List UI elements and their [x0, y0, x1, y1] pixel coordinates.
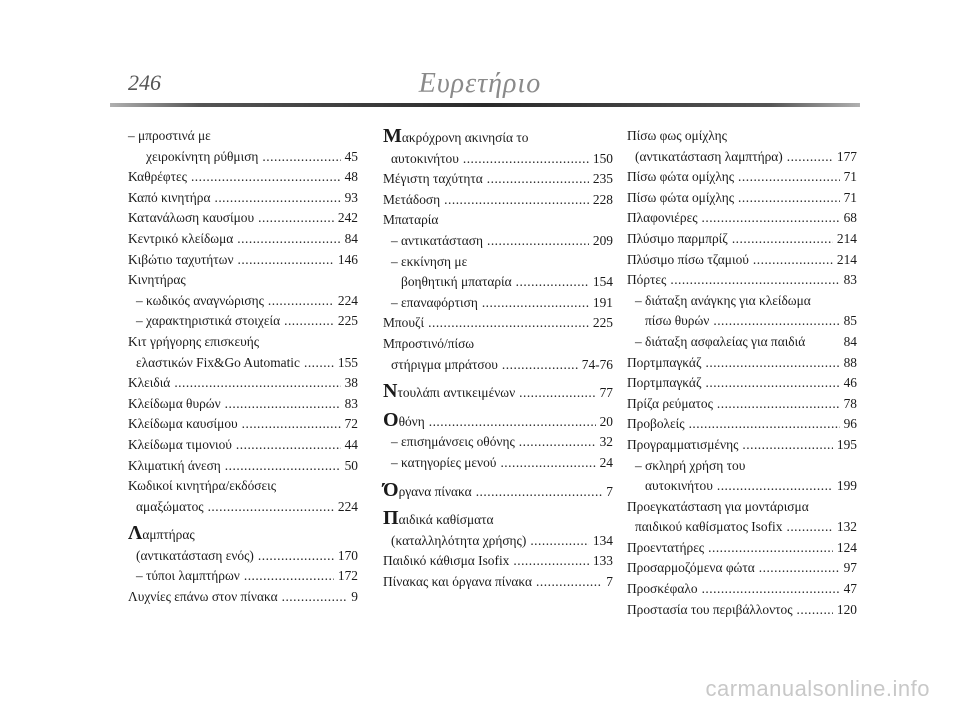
page-ref: 146	[337, 251, 358, 267]
entry-label: – χαρακτηριστικά στοιχεία	[136, 313, 281, 329]
dot-leader	[786, 517, 832, 538]
page-ref: 20	[599, 413, 613, 429]
page-ref: 224	[337, 498, 358, 514]
dot-leader	[717, 476, 833, 497]
page-ref: 132	[836, 519, 857, 535]
entry-text	[383, 508, 494, 531]
entry-label: Πλαφονιέρες	[627, 210, 698, 226]
entry-label: Κατανάλωση καυσίμου	[128, 210, 255, 226]
dot-leader	[238, 250, 334, 271]
page-number: 246	[128, 70, 161, 95]
dot-leader	[208, 497, 334, 518]
dot-leader	[689, 414, 840, 435]
entry-label: – κωδικός αναγνώρισης	[136, 292, 264, 308]
dot-leader	[706, 353, 840, 374]
index-entry	[128, 147, 358, 168]
entry-label: τουλάπι αντικειμένων	[397, 385, 516, 401]
page-ref: 199	[836, 478, 857, 494]
entry-label: – αντικατάσταση	[391, 232, 483, 248]
index-entry	[627, 517, 857, 538]
index-column-1	[128, 126, 358, 608]
dot-leader	[502, 355, 578, 376]
entry-label: Καθρέφτες	[128, 169, 187, 185]
entry-label: Πορτμπαγκάζ	[627, 375, 702, 391]
index-entry	[627, 311, 857, 332]
entry-text	[383, 410, 425, 433]
section-initial: Π	[383, 507, 399, 530]
header-rule	[110, 103, 860, 107]
entry-label: ελαστικών Fix&Go Automatic	[136, 354, 300, 370]
index-entry	[383, 126, 613, 149]
index-entry	[383, 293, 613, 314]
dot-leader	[258, 546, 334, 567]
page-ref: 7	[606, 483, 613, 499]
entry-label: Προγραμματισμένης	[627, 436, 739, 452]
entry-label: βοηθητική μπαταρία	[401, 274, 512, 290]
index-entry	[128, 188, 358, 209]
entry-label: στήριγμα μπράτσου	[391, 356, 498, 372]
entry-label: Προσκέφαλο	[627, 581, 698, 597]
dot-leader	[428, 313, 589, 334]
dot-leader	[702, 208, 840, 229]
page-ref: 235	[592, 171, 613, 187]
entry-label: – επισημάνσεις οθόνης	[391, 434, 515, 450]
entry-label: Πίσω φώτα ομίχλης	[627, 189, 735, 205]
dot-leader	[236, 435, 341, 456]
page-ref: 214	[836, 230, 857, 246]
index-entry	[383, 551, 613, 572]
page-ref: 85	[843, 313, 857, 329]
entry-label: (καταλληλότητα χρήσης)	[391, 532, 527, 548]
index-column-2	[383, 126, 613, 592]
index-entry	[383, 572, 613, 593]
section-initial: Λ	[128, 522, 143, 545]
index-heading: Πίσω φως ομίχλης	[627, 128, 727, 143]
entry-label: παιδικού καθίσματος Isofix	[635, 519, 783, 535]
index-heading: Μπαταρία	[383, 212, 439, 228]
dot-leader	[530, 531, 589, 552]
page-ref: 83	[344, 395, 358, 411]
page-ref: 47	[843, 581, 857, 597]
page-ref: 46	[843, 375, 857, 391]
dot-leader	[214, 188, 340, 209]
dot-leader	[242, 414, 341, 435]
page-ref: 124	[836, 539, 857, 555]
entry-label: Κλιματική άνεση	[128, 457, 221, 473]
page-ref: 225	[337, 313, 358, 329]
entry-text	[383, 381, 515, 404]
page-ref: 172	[337, 568, 358, 584]
page-ref: 242	[337, 210, 358, 226]
entry-label: Πρίζα ρεύματος	[627, 395, 713, 411]
page-ref: 170	[337, 547, 358, 563]
dot-leader	[706, 373, 840, 394]
index-entry	[627, 476, 857, 497]
entry-label: Καπό κινητήρα	[128, 189, 211, 205]
index-entry	[383, 381, 613, 404]
page-ref: 71	[843, 189, 857, 205]
page-ref: 97	[843, 560, 857, 576]
index-entry	[627, 208, 857, 229]
entry-label: αμαξώματος	[136, 498, 204, 514]
entry-label: αμπτήρας	[142, 527, 195, 543]
index-heading: – εκκίνηση με	[391, 253, 468, 269]
page-ref: 133	[592, 553, 613, 569]
page-ref: 78	[843, 395, 857, 411]
index-entry	[128, 311, 358, 332]
entry-label: Πλύσιμο πίσω τζαμιού	[627, 251, 749, 267]
entry-label: Μετάδοση	[383, 191, 441, 207]
entry-label: – τύποι λαμπτήρων	[136, 568, 240, 584]
entry-text	[383, 480, 472, 503]
page-title: Ευρετήριο	[418, 68, 542, 99]
dot-leader	[284, 311, 334, 332]
index-column-3	[627, 126, 857, 620]
dot-leader	[487, 169, 589, 190]
entry-label: αυτοκινήτου	[391, 150, 459, 166]
entry-text	[128, 523, 195, 546]
index-heading: Κωδικοί κινητήρα/εκδόσεις	[128, 478, 277, 494]
entry-label: Κιβώτιο ταχυτήτων	[128, 251, 234, 267]
index-entry	[627, 229, 857, 250]
dot-leader	[670, 270, 839, 291]
entry-label: Παιδικό κάθισμα Isofix	[383, 553, 510, 569]
index-heading: – σκληρή χρήση του	[635, 457, 746, 473]
index-entry	[627, 332, 857, 353]
index-entry	[383, 231, 613, 252]
entry-text	[383, 126, 528, 149]
dot-leader	[516, 272, 589, 293]
page-ref: 84	[843, 333, 857, 349]
page-ref: 150	[592, 150, 613, 166]
index-entry	[627, 167, 857, 188]
index-entry	[383, 480, 613, 503]
section-initial: Ν	[383, 380, 398, 403]
page-ref: 84	[344, 230, 358, 246]
index-entry	[383, 169, 613, 190]
index-entry	[383, 149, 613, 170]
index-entry	[627, 147, 857, 168]
index-entry	[627, 600, 857, 621]
index-entry	[383, 410, 613, 433]
page-ref: 209	[592, 232, 613, 248]
index-entry	[128, 229, 358, 250]
section-initial: Ό	[383, 478, 399, 501]
index-entry	[383, 272, 613, 293]
page-ref: 7	[606, 573, 613, 589]
dot-leader	[702, 579, 840, 600]
page-ref: 72	[344, 416, 358, 432]
dot-leader	[500, 453, 595, 474]
index-entry	[128, 414, 358, 435]
entry-label: ακρόχρονη ακινησία το	[401, 130, 529, 145]
index-entry	[128, 167, 358, 188]
page-ref: 32	[599, 434, 613, 450]
index-entry	[128, 208, 358, 229]
dot-leader	[487, 231, 589, 252]
index-entry	[128, 353, 358, 374]
entry-label: αιδικά καθίσματα	[398, 512, 494, 528]
index-heading: Μπροστινό/πίσω	[383, 335, 475, 351]
dot-leader	[519, 383, 595, 404]
dot-leader	[482, 293, 589, 314]
dot-leader	[262, 147, 340, 168]
page-ref: 77	[599, 385, 613, 401]
dot-leader	[519, 432, 596, 453]
index-entry	[627, 579, 857, 600]
index-entry	[383, 432, 613, 453]
index-entry	[383, 313, 613, 334]
dot-leader	[787, 147, 833, 168]
entry-label: – κατηγορίες μενού	[391, 454, 497, 470]
watermark: carmanualsonline.info	[705, 676, 930, 701]
entry-label: Λυχνίες επάνω στον πίνακα	[128, 589, 278, 605]
dot-leader	[717, 394, 840, 415]
entry-label: Προστασία του περιβάλλοντος	[627, 601, 793, 617]
page-ref: 93	[344, 189, 358, 205]
page-ref: 96	[843, 416, 857, 432]
entry-label: αυτοκινήτου	[645, 478, 713, 494]
dot-leader	[304, 353, 334, 374]
index-entry	[128, 546, 358, 567]
page-ref: 134	[592, 532, 613, 548]
dot-leader	[237, 229, 340, 250]
page-ref: 214	[836, 251, 857, 267]
index-heading: – μπροστινά με	[128, 128, 211, 143]
entry-label: Μπουζί	[383, 315, 425, 331]
entry-label: – επαναφόρτιση	[391, 294, 478, 310]
entry-label: Κλείδωμα τιμονιού	[128, 436, 232, 452]
page-ref: 177	[836, 148, 857, 164]
index-entry	[128, 250, 358, 271]
index-entry	[627, 435, 857, 456]
entry-label: Πορτμπαγκάζ	[627, 354, 702, 370]
index-heading: Κινητήρας	[128, 272, 186, 288]
dot-leader	[429, 412, 596, 433]
entry-label: Κεντρικό κλείδωμα	[128, 230, 234, 246]
page-ref: 38	[344, 375, 358, 391]
index-entry	[128, 435, 358, 456]
index-entry	[128, 587, 358, 608]
page-ref: 225	[592, 315, 613, 331]
dot-leader	[753, 250, 833, 271]
dot-leader	[225, 394, 341, 415]
entry-label: (αντικατάσταση ενός)	[136, 547, 254, 563]
index-entry	[383, 531, 613, 552]
dot-leader	[759, 558, 840, 579]
page-ref: 88	[843, 354, 857, 370]
page-ref: 44	[344, 436, 358, 452]
page-ref: 155	[337, 354, 358, 370]
dot-leader	[797, 600, 833, 621]
index-entry	[627, 188, 857, 209]
dot-leader	[708, 538, 833, 559]
page-ref: 154	[592, 274, 613, 290]
index-entry	[627, 270, 857, 291]
page-ref: 83	[843, 272, 857, 288]
page-header	[0, 0, 960, 110]
entry-label: Πόρτες	[627, 272, 667, 288]
index-entry	[128, 497, 358, 518]
page-ref: 191	[592, 294, 613, 310]
page-ref: 224	[337, 292, 358, 308]
page-ref: 45	[344, 148, 358, 164]
dot-leader	[476, 482, 603, 503]
page-ref: 24	[599, 454, 613, 470]
index-entry	[128, 566, 358, 587]
dot-leader	[713, 311, 839, 332]
dot-leader	[444, 190, 589, 211]
dot-leader	[738, 167, 840, 188]
entry-label: Προβολείς	[627, 416, 685, 432]
page-ref: 74-76	[581, 356, 613, 372]
dot-leader	[732, 229, 833, 250]
page-ref: 9	[351, 589, 358, 605]
dot-leader	[258, 208, 334, 229]
entry-label: Πλύσιμο παρμπρίζ	[627, 230, 728, 246]
index-entry	[128, 291, 358, 312]
entry-label: Πίνακας και όργανα πίνακα	[383, 573, 533, 589]
page-ref: 50	[344, 457, 358, 473]
section-initial: Ο	[383, 408, 399, 431]
page-ref: 195	[836, 436, 857, 452]
entry-label: – διάταξη ασφαλείας για παιδιά	[635, 333, 806, 349]
index-heading: Προεγκατάσταση για μοντάρισμα	[627, 498, 809, 514]
index-entry	[128, 456, 358, 477]
entry-label: χειροκίνητη ρύθμιση	[146, 148, 259, 164]
dot-leader	[191, 167, 341, 188]
entry-label: Προσαρμοζόμενα φώτα	[627, 560, 755, 576]
dot-leader	[174, 373, 340, 394]
index-entry	[383, 508, 613, 531]
dot-leader	[536, 572, 602, 593]
page-ref: 48	[344, 169, 358, 185]
entry-label: ργανα πίνακα	[398, 483, 472, 499]
index-entry	[383, 355, 613, 376]
dot-leader	[244, 566, 334, 587]
page-ref: 228	[592, 191, 613, 207]
dot-leader	[738, 188, 840, 209]
index-entry	[627, 394, 857, 415]
dot-leader	[282, 587, 348, 608]
entry-label: θόνη	[398, 413, 425, 429]
index-entry	[627, 558, 857, 579]
dot-leader	[268, 291, 334, 312]
index-entry	[383, 190, 613, 211]
dot-leader	[225, 456, 341, 477]
section-initial: Μ	[383, 125, 402, 147]
entry-label: Πίσω φώτα ομίχλης	[627, 169, 735, 185]
page-ref: 71	[843, 169, 857, 185]
index-entry	[627, 353, 857, 374]
dot-leader	[463, 149, 589, 170]
index-heading: – διάταξη ανάγκης για κλείδωμα	[635, 292, 811, 308]
dot-leader	[513, 551, 589, 572]
index-heading: Κιτ γρήγορης επισκευής	[128, 333, 260, 349]
entry-label: Προεντατήρες	[627, 539, 705, 555]
entry-label: Κλείδωμα καυσίμου	[128, 416, 238, 432]
entry-label: πίσω θυρών	[645, 313, 710, 329]
index-entry	[128, 523, 358, 546]
index-entry	[627, 373, 857, 394]
index-entry	[128, 394, 358, 415]
index-entry	[627, 414, 857, 435]
index-entry	[128, 373, 358, 394]
index-entry	[383, 453, 613, 474]
page-ref: 120	[836, 601, 857, 617]
page-ref: 68	[843, 210, 857, 226]
entry-label: Κλειδιά	[128, 375, 171, 391]
entry-label: (αντικατάσταση λαμπτήρα)	[635, 148, 783, 164]
entry-label: Μέγιστη ταχύτητα	[383, 171, 483, 187]
index-entry	[627, 538, 857, 559]
entry-label: Κλείδωμα θυρών	[128, 395, 221, 411]
dot-leader	[742, 435, 833, 456]
index-entry	[627, 250, 857, 271]
